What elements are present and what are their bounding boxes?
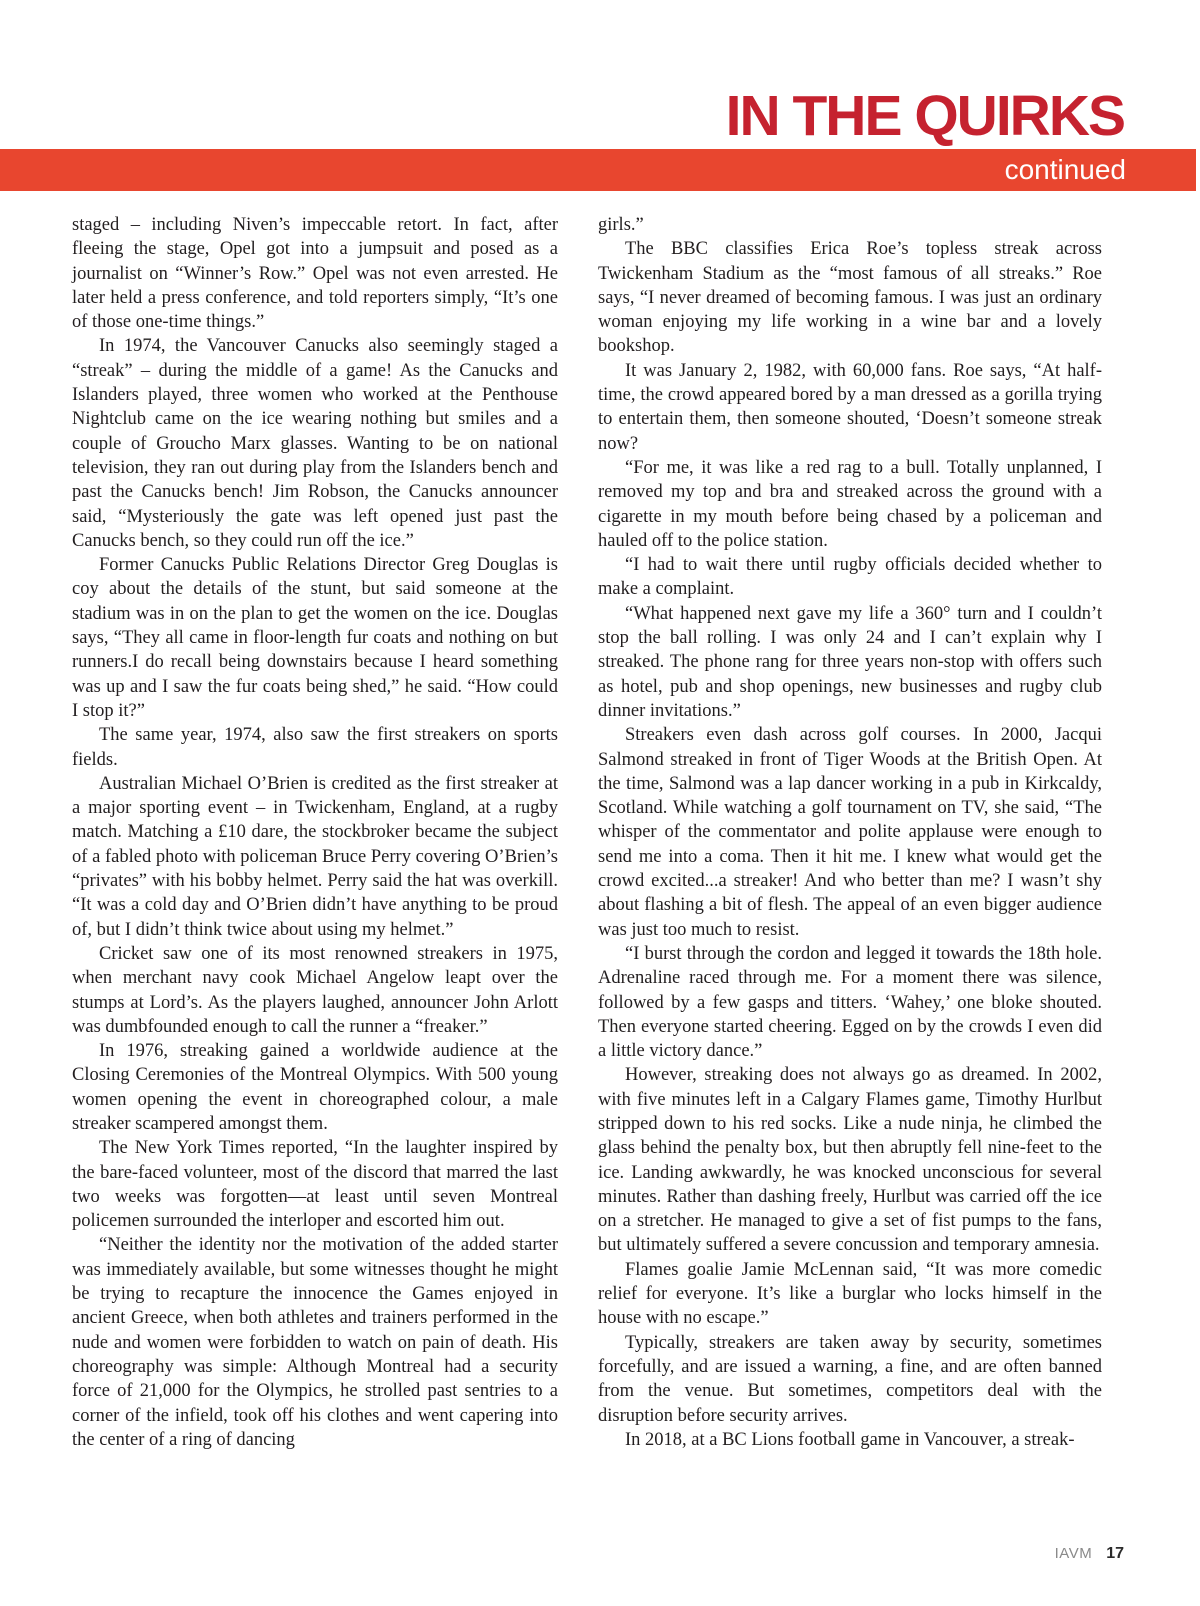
paragraph: Typically, streakers are taken away by security, sometimes forcefully, and are issued a warning, a fine, and are often banned from the venue. But sometimes, competitors deal with the disruption before security arrives. <box>598 1332 1102 1426</box>
paragraph: In 1974, the Vancouver Canucks also seemingly staged a “streak” – during the middle of a game! As the Canucks and Islanders played, three women who worked at the Penthouse Nightclub came on the ice wearing nothing but smiles and a couple of Groucho Marx glasses. Wanting to be on national television, they ran out during play from the Islanders bench and past the Canucks bench! Jim Robson, the Canucks announcer said, “Mysteriously the gate was left opened just past the Canucks bench, so they could run off the ice.” <box>72 336 558 551</box>
paragraph: It was January 2, 1982, with 60,000 fans. Roe says, “At half-time, the crowd appeared bored by a man dressed as a gorilla trying to entertain them, then someone shouted, ‘Doesn’t someone streak now? <box>598 360 1102 454</box>
publication-name: IAVM <box>1054 1545 1093 1562</box>
paragraph: Cricket saw one of its most renowned streakers in 1975, when merchant navy cook Michael Angelow leapt over the stumps at Lord’s. As the players laughed, announcer John Arlott was dumbfounded enough to call the runner a “freaker.” <box>72 943 558 1037</box>
paragraph: “What happened next gave my life a 360° turn and I couldn’t stop the ball rolling. I was only 24 and I can’t explain why I streaked. The phone rang for three years non-stop with offers such as hotel, pub and shop openings, new businesses and rugby club dinner invitations.” <box>598 603 1102 721</box>
paragraph: Flames goalie Jamie McLennan said, “It was more comedic relief for everyone. It’s like a burglar who locks himself in the house with no escape.” <box>598 1259 1102 1329</box>
paragraph: In 1976, streaking gained a worldwide audience at the Closing Ceremonies of the Montreal Olympics. With 500 young women opening the event in choreographed colour, a male streaker scampered amongst them. <box>72 1041 558 1134</box>
paragraph: staged – including Niven’s impeccable retort. In fact, after fleeing the stage, Opel got into a jumpsuit and posed as a journalist on “Winner’s Row.” Opel was not even arrested. He later held a press conference, and told reporters simply, “It’s one of those one-time things.” <box>72 215 558 333</box>
paragraph: The same year, 1974, also saw the first streakers on sports fields. <box>72 725 558 770</box>
article-left-column <box>72 213 558 1452</box>
paragraph: However, streaking does not always go as dreamed. In 2002, with five minutes left in a Calgary Flames game, Timothy Hurlbut stripped down to his red socks. Like a nude ninja, he climbed the glass behind the penalty box, but then abruptly fell nine-feet to the ice. Landing awkwardly, he was knocked unconscious for several minutes. Rather than dashing freely, Hurlbut was carried off the ice on a stretcher. He managed to give a set of fist pumps to the fans, but ultimately suffered a severe concussion and temporary amnesia. <box>598 1065 1102 1256</box>
paragraph: Australian Michael O’Brien is credited as the first streaker at a major sporting event – in Twickenham, England, at a rugby match. Matching a £10 dare, the stockbroker became the subject of a fabled photo with policeman Bruce Perry covering O’Brien’s “privates” with his bobby helmet. Perry said the hat was overkill. “It was a cold day and O’Brien didn’t have anything to be proud of, but I didn’t think twice about using my helmet.” <box>72 773 558 940</box>
paragraph: The BBC classifies Erica Roe’s topless streak across Twickenham Stadium as the “most famous of all streaks.” Roe says, “I never dreamed of becoming famous. I was just an ordinary woman enjoying my life working in a wine bar and a lovely bookshop. <box>598 239 1102 357</box>
continued-label: continued <box>1004 154 1126 185</box>
paragraph: Streakers even dash across golf courses. In 2000, Jacqui Salmond streaked in front of Tiger Woods at the British Open. At the time, Salmond was a lap dancer working in a pub in Kirkcaldy, Scotland. While watching a golf tournament on TV, she said, “The whisper of the commentator and polite applause were enough to send me into a coma. Then it hit me. I knew what would get the crowd excited...a streaker! And who better than me? I wasn’t shy about flashing a bit of flesh. The appeal of an even bigger audience was just too much to resist. <box>598 725 1102 940</box>
continued-bar <box>0 149 1196 191</box>
paragraph: Former Canucks Public Relations Director Greg Douglas is coy about the details of the stunt, but said someone at the stadium was in on the plan to get the women on the ice. Douglas says, “They all came in floor-length fur coats and nothing on but runners.I do recall being downstairs because I heard something was up and I saw the fur coats being shed,” he said. “How could I stop it?” <box>72 555 558 721</box>
paragraph: “Neither the identity nor the motivation of the added starter was immediately available, but some witnesses thought he might be trying to recapture the innocence the Games enjoyed in ancient Greece, when both athletes and trainers performed in the nude and women were forbidden to watch on pain of death. His choreography was simple: Although Montreal had a security force of 21,000 for the Olympics, he strolled past sentries to a corner of the infield, took off his clothes and went capering into the center of a ring of dancing <box>72 1235 558 1450</box>
article-right-column <box>598 213 1102 1452</box>
page-footer <box>1055 1545 1124 1563</box>
paragraph: girls.” <box>598 215 644 235</box>
paragraph: In 2018, at a BC Lions football game in Vancouver, a streak- <box>625 1429 1075 1450</box>
paragraph: The New York Times reported, “In the laughter inspired by the bare-faced volunteer, most of the discord that marred the last two weeks was forgotten—at least until seven Montreal policemen surrounded the interloper and escorted him out. <box>72 1138 558 1232</box>
paragraph: “I burst through the cordon and legged it towards the 18th hole. Adrenaline raced through me. For a moment there was silence, followed by a few gasps and titters. ‘Wahey,’ one bloke shouted. Then everyone started cheering. Egged on by the crowds I even did a little victory dance.” <box>598 943 1102 1062</box>
page-number: 17 <box>1106 1545 1124 1562</box>
paragraph: “I had to wait there until rugby officials decided whether to make a complaint. <box>598 555 1102 600</box>
paragraph: “For me, it was like a red rag to a bull. Totally unplanned, I removed my top and bra and streaked across the ground with a cigarette in my mouth before being chased by a policeman and hauled off to the police station. <box>598 457 1102 551</box>
page-title: IN THE QUIRKS <box>725 84 1124 148</box>
